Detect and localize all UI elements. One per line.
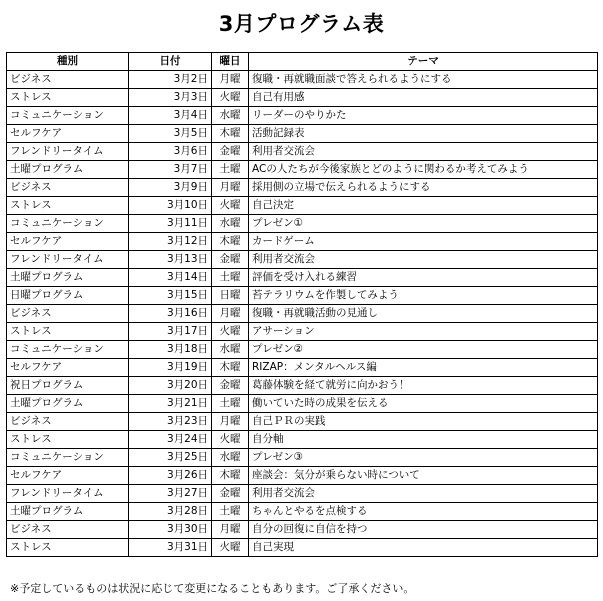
cell-category: ストレス	[7, 539, 129, 557]
cell-day: 金曜	[212, 143, 249, 161]
table-row	[7, 197, 598, 215]
cell-day: 月曜	[212, 179, 249, 197]
cell-date: 3月28日	[129, 503, 212, 521]
cell-date: 3月30日	[129, 521, 212, 539]
cell-date: 3月27日	[129, 485, 212, 503]
cell-theme: カードゲーム	[249, 233, 598, 251]
cell-theme: 採用側の立場で伝えられるようにする	[249, 179, 598, 197]
cell-date: 3月5日	[129, 125, 212, 143]
cell-day: 水曜	[212, 107, 249, 125]
cell-day: 金曜	[212, 377, 249, 395]
cell-category: ビジネス	[7, 413, 129, 431]
table-row	[7, 503, 598, 521]
table-row	[7, 143, 598, 161]
cell-theme: プレゼン③	[249, 449, 598, 467]
cell-category: 土曜プログラム	[7, 503, 129, 521]
table-row	[7, 125, 598, 143]
cell-day: 月曜	[212, 71, 249, 89]
cell-day: 火曜	[212, 197, 249, 215]
cell-category: セルフケア	[7, 467, 129, 485]
table-row	[7, 395, 598, 413]
cell-date: 3月26日	[129, 467, 212, 485]
cell-theme: 自己実現	[249, 539, 598, 557]
cell-category: ストレス	[7, 89, 129, 107]
cell-category: セルフケア	[7, 359, 129, 377]
header-theme: テーマ	[249, 53, 598, 71]
cell-category: フレンドリータイム	[7, 251, 129, 269]
cell-day: 土曜	[212, 269, 249, 287]
table-row	[7, 449, 598, 467]
cell-theme: 働いていた時の成果を伝える	[249, 395, 598, 413]
cell-category: フレンドリータイム	[7, 143, 129, 161]
cell-theme: 利用者交流会	[249, 143, 598, 161]
cell-theme: 復職・再就職活動の見通し	[249, 305, 598, 323]
cell-date: 3月20日	[129, 377, 212, 395]
cell-date: 3月2日	[129, 71, 212, 89]
table-row	[7, 413, 598, 431]
cell-date: 3月12日	[129, 233, 212, 251]
cell-date: 3月11日	[129, 215, 212, 233]
cell-date: 3月25日	[129, 449, 212, 467]
cell-day: 土曜	[212, 503, 249, 521]
cell-category: 日曜プログラム	[7, 287, 129, 305]
cell-theme: プレゼン①	[249, 215, 598, 233]
cell-date: 3月10日	[129, 197, 212, 215]
table-row	[7, 179, 598, 197]
cell-day: 金曜	[212, 485, 249, 503]
cell-theme: 復職・再就職面談で答えられるようにする	[249, 71, 598, 89]
table-row	[7, 377, 598, 395]
footnote: ※予定しているものは状況に応じて変更になることもあります。ご了承ください。	[10, 582, 415, 595]
cell-category: ビジネス	[7, 71, 129, 89]
cell-day: 土曜	[212, 161, 249, 179]
cell-theme: RIZAP：メンタルヘルス編	[249, 359, 598, 377]
cell-theme: ちゃんとやるを点検する	[249, 503, 598, 521]
cell-category: セルフケア	[7, 233, 129, 251]
cell-theme: 苔テラリウムを作製してみよう	[249, 287, 598, 305]
cell-day: 日曜	[212, 287, 249, 305]
cell-date: 3月18日	[129, 341, 212, 359]
cell-category: 土曜プログラム	[7, 161, 129, 179]
cell-category: コミュニケーション	[7, 107, 129, 125]
cell-category: ストレス	[7, 323, 129, 341]
table-row	[7, 341, 598, 359]
cell-date: 3月17日	[129, 323, 212, 341]
cell-theme: アサーション	[249, 323, 598, 341]
table-row	[7, 251, 598, 269]
cell-day: 月曜	[212, 521, 249, 539]
table-row	[7, 305, 598, 323]
cell-theme: リーダーのやりかた	[249, 107, 598, 125]
table-row	[7, 287, 598, 305]
cell-date: 3月19日	[129, 359, 212, 377]
cell-theme: プレゼン②	[249, 341, 598, 359]
table-row	[7, 269, 598, 287]
cell-day: 月曜	[212, 413, 249, 431]
table-row	[7, 233, 598, 251]
cell-day: 木曜	[212, 125, 249, 143]
cell-day: 水曜	[212, 215, 249, 233]
page-title: 3月プログラム表	[218, 12, 385, 36]
cell-category: ストレス	[7, 431, 129, 449]
cell-date: 3月9日	[129, 179, 212, 197]
cell-category: ビジネス	[7, 305, 129, 323]
cell-category: 土曜プログラム	[7, 269, 129, 287]
table-row	[7, 323, 598, 341]
cell-day: 木曜	[212, 467, 249, 485]
cell-theme: 自己ＰＲの実践	[249, 413, 598, 431]
cell-date: 3月24日	[129, 431, 212, 449]
cell-date: 3月4日	[129, 107, 212, 125]
table-row	[7, 467, 598, 485]
cell-category: コミュニケーション	[7, 341, 129, 359]
cell-day: 木曜	[212, 233, 249, 251]
header-category: 種別	[7, 53, 129, 71]
cell-category: 土曜プログラム	[7, 395, 129, 413]
cell-day: 土曜	[212, 395, 249, 413]
cell-date: 3月21日	[129, 395, 212, 413]
cell-category: ビジネス	[7, 179, 129, 197]
cell-date: 3月7日	[129, 161, 212, 179]
cell-category: セルフケア	[7, 125, 129, 143]
table-row	[7, 107, 598, 125]
header-day: 曜日	[212, 53, 249, 71]
cell-category: コミュニケーション	[7, 449, 129, 467]
header-date: 日付	[129, 53, 212, 71]
cell-day: 水曜	[212, 341, 249, 359]
cell-theme: 自己有用感	[249, 89, 598, 107]
cell-date: 3月3日	[129, 89, 212, 107]
table-row	[7, 485, 598, 503]
cell-date: 3月6日	[129, 143, 212, 161]
cell-date: 3月14日	[129, 269, 212, 287]
table-row	[7, 431, 598, 449]
cell-day: 火曜	[212, 323, 249, 341]
cell-theme: 利用者交流会	[249, 485, 598, 503]
table-row	[7, 71, 598, 89]
table-row	[7, 521, 598, 539]
cell-day: 月曜	[212, 305, 249, 323]
cell-theme: 評価を受け入れる練習	[249, 269, 598, 287]
cell-category: ビジネス	[7, 521, 129, 539]
cell-category: フレンドリータイム	[7, 485, 129, 503]
cell-category: 祝日プログラム	[7, 377, 129, 395]
cell-theme: 自分軸	[249, 431, 598, 449]
cell-day: 水曜	[212, 449, 249, 467]
cell-theme: 葛藤体験を経て就労に向かおう！	[249, 377, 598, 395]
table-row	[7, 539, 598, 557]
cell-theme: 利用者交流会	[249, 251, 598, 269]
cell-date: 3月16日	[129, 305, 212, 323]
cell-day: 木曜	[212, 359, 249, 377]
cell-theme: 自分の回復に自信を持つ	[249, 521, 598, 539]
schedule-table	[6, 52, 598, 557]
cell-theme: 活動記録表	[249, 125, 598, 143]
cell-date: 3月31日	[129, 539, 212, 557]
cell-day: 火曜	[212, 539, 249, 557]
cell-theme: 自己決定	[249, 197, 598, 215]
cell-date: 3月13日	[129, 251, 212, 269]
cell-date: 3月15日	[129, 287, 212, 305]
table-header-row	[7, 53, 598, 71]
table-row	[7, 215, 598, 233]
table-body	[7, 71, 598, 557]
cell-theme: 座談会：気分が乗らない時について	[249, 467, 598, 485]
cell-day: 金曜	[212, 251, 249, 269]
cell-day: 火曜	[212, 89, 249, 107]
cell-category: ストレス	[7, 197, 129, 215]
table-row	[7, 359, 598, 377]
table-row	[7, 161, 598, 179]
table-row	[7, 89, 598, 107]
cell-day: 火曜	[212, 431, 249, 449]
cell-date: 3月23日	[129, 413, 212, 431]
cell-category: コミュニケーション	[7, 215, 129, 233]
cell-theme: ACの人たちが今後家族とどのように関わるか考えてみよう	[249, 161, 598, 179]
